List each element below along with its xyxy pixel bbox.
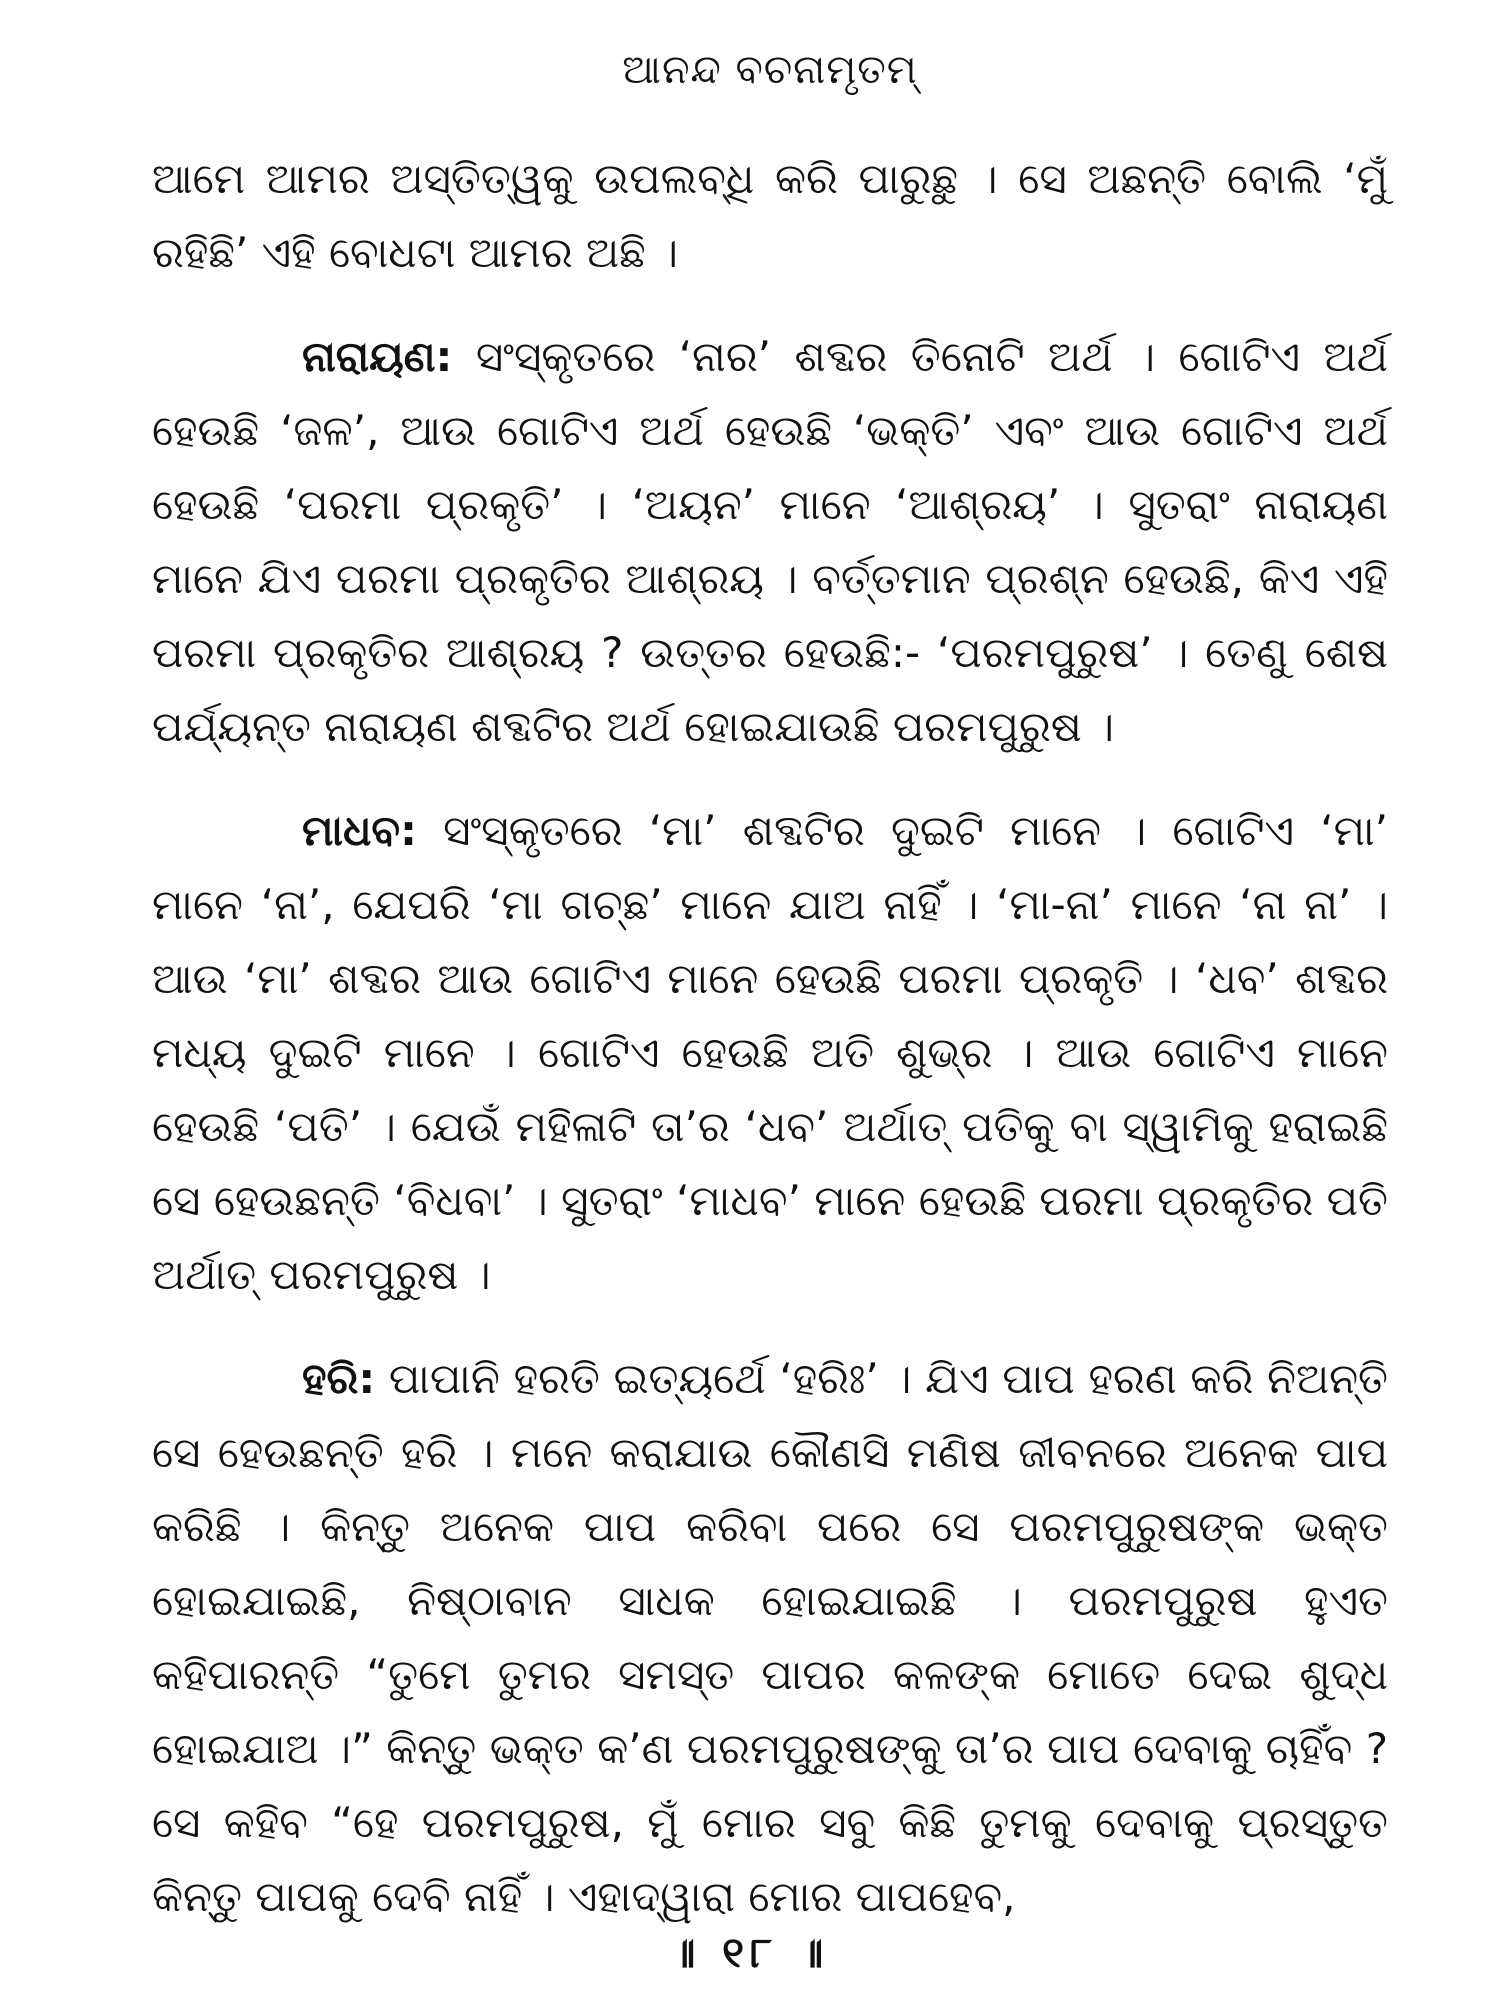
term-heading: ହରି:	[302, 1354, 376, 1403]
paragraph-narayana	[152, 320, 1388, 764]
running-head: ଆନନ୍ଦ ବଚନାମୃତମ୍	[622, 47, 918, 93]
term-heading: ନାରାୟଣ:	[302, 332, 453, 381]
page-number: ॥ ୧୮ ॥	[670, 1928, 830, 1977]
paragraph-text: ପାପାନି ହରତି ଇତ୍ୟର୍ଥେ ‘ହରିଃ’ । ଯିଏ ପାପ ହରଣ କରି ନିଅନ୍ତି ସେ ହେଉଛନ୍ତି ହରି । ମନେ କରାଯାଉ କୌଣସି ମଣିଷ ଜୀବନରେ ଅନେକ ପାପ କରିଛି । କିନ୍ତୁ ଅନେକ ପାପ କରିବା ପରେ ସେ ପରମପୁରୁଷଙ୍କ ଭକ୍ତ ହୋଇଯାଇଛି, ନିଷ୍ଠାବାନ ସାଧକ ହୋଇଯାଇଛି । ପରମପୁରୁଷ ହୁଏତ କହିପାରନ୍ତି “ତୁମେ ତୁମର ସମସ୍ତ ପାପର କଳଙ୍କ ମୋତେ ଦେଇ ଶୁଦ୍ଧ ହୋଇଯାଅ ।” କିନ୍ତୁ ଭକ୍ତ କ’ଣ ପରମପୁରୁଷଙ୍କୁ ତା’ର ପାପ ଦେବାକୁ ଚାହିଁବ ? ସେ କହିବ “ହେ ପରମପୁରୁଷ, ମୁଁ ମୋର ସବୁ କିଛି ତୁମକୁ ଦେବାକୁ ପ୍ରସ୍ତୁତ କିନ୍ତୁ ପାପକୁ ଦେବି ନାହିଁ । ଏହାଦ୍ୱାରା ମୋର ପାପହେବ,	[152, 1354, 1388, 1921]
paragraph-text: ଆମେ ଆମର ଅସ୍ତିତ୍ୱକୁ ଉପଲବ୍ଧି କରି ପାରୁଛୁ । ସେ ଅଛନ୍ତି ବୋଲି ‘ମୁଁ ରହିଛି’ ଏହି ବୋଧଟା ଆମର ଅଛି ।	[152, 154, 1388, 277]
paragraph-hari	[152, 1342, 1388, 1934]
paragraph-intro	[152, 142, 1388, 290]
term-heading: ମାଧବ:	[302, 806, 417, 855]
paragraph-text: ସଂସ୍କୃତରେ ‘ମା’ ଶବ୍ଦଟିର ଦୁଇଟି ମାନେ । ଗୋଟିଏ ‘ମା’ ମାନେ ‘ନା’, ଯେପରି ‘ମା ଗଚ୍ଛ’ ମାନେ ଯାଅ ନାହିଁ । ‘ମା-ନା’ ମାନେ ‘ନା ନା’ । ଆଉ ‘ମା’ ଶବ୍ଦର ଆଉ ଗୋଟିଏ ମାନେ ହେଉଛି ପରମା ପ୍ରକୃତି । ‘ଧବ’ ଶବ୍ଦର ମଧ୍ୟ ଦୁଇଟି ମାନେ । ଗୋଟିଏ ହେଉଛି ଅତି ଶୁଭ୍ର । ଆଉ ଗୋଟିଏ ମାନେ ହେଉଛି ‘ପତି’ । ଯେଉଁ ମହିଳାଟି ତା’ର ‘ଧବ’ ଅର୍ଥାତ୍ ପତିକୁ ବା ସ୍ୱାମିକୁ ହରାଇଛି ସେ ହେଉଛନ୍ତି ‘ବିଧବା’ । ସୁତରାଂ ‘ମାଧବ’ ମାନେ ହେଉଛି ପରମା ପ୍ରକୃତିର ପତି ଅର୍ଥାତ୍ ପରମପୁରୁଷ ।	[152, 806, 1388, 1299]
body-text	[152, 142, 1388, 1934]
paragraph-text: ସଂସ୍କୃତରେ ‘ନାର’ ଶବ୍ଦର ତିନୋଟି ଅର୍ଥ । ଗୋଟିଏ ଅର୍ଥ ହେଉଛି ‘ଜଳ’, ଆଉ ଗୋଟିଏ ଅର୍ଥ ହେଉଛି ‘ଭକ୍ତି’ ଏବଂ ଆଉ ଗୋଟିଏ ଅର୍ଥ ହେଉଛି ‘ପରମା ପ୍ରକୃତି’ । ‘ଅୟନ’ ମାନେ ‘ଆଶ୍ରୟ’ । ସୁତରାଂ ନାରାୟଣ ମାନେ ଯିଏ ପରମା ପ୍ରକୃତିର ଆଶ୍ରୟ । ବର୍ତ୍ତମାନ ପ୍ରଶ୍ନ ହେଉଛି, କିଏ ଏହି ପରମା ପ୍ରକୃତିର ଆଶ୍ରୟ ? ଉତ୍ତର ହେଉଛି:- ‘ପରମପୁରୁଷ’ । ତେଣୁ ଶେଷ ପର୍ଯ୍ୟନ୍ତ ନାରାୟଣ ଶବ୍ଦଟିର ଅର୍ଥ ହୋଇଯାଉଛି ପରମପୁରୁଷ ।	[152, 332, 1388, 751]
paragraph-madhava	[152, 794, 1388, 1312]
